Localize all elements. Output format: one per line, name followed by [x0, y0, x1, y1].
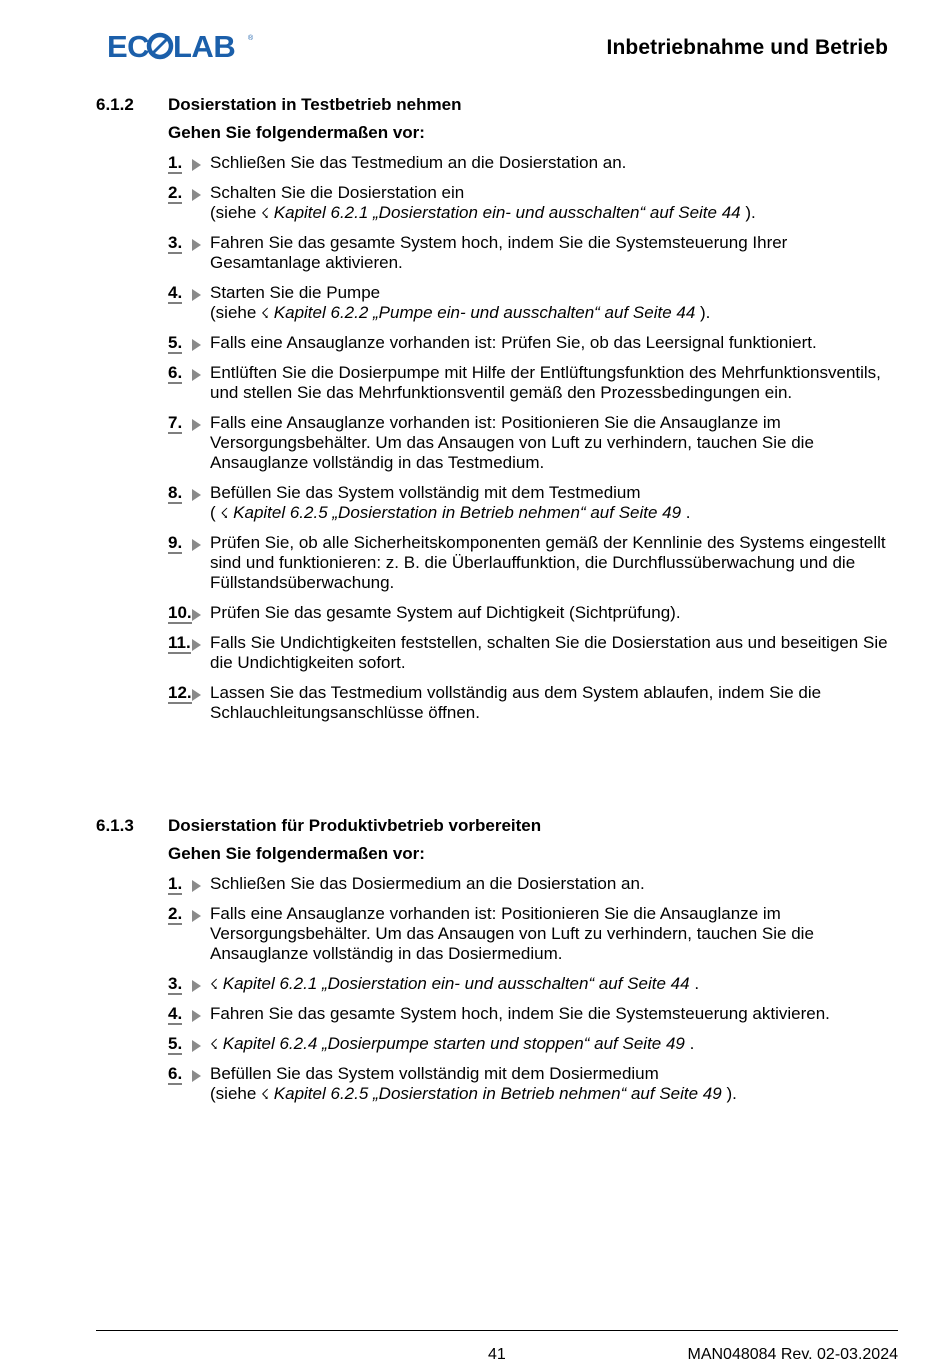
- document-id: MAN048084 Rev. 02-03.2024: [687, 1346, 898, 1363]
- step-arrow-icon: [192, 369, 201, 381]
- step-number: 5.: [168, 333, 183, 352]
- step-arrow-icon: [192, 1010, 201, 1022]
- step-item: [168, 1064, 896, 1104]
- section-intro: Gehen Sie folgendermaßen vor:: [168, 123, 425, 142]
- section-heading: [96, 816, 896, 836]
- step-arrow-icon: [192, 289, 201, 301]
- step-number: 11.: [168, 633, 191, 652]
- step-text: [210, 233, 896, 273]
- step-number: 7.: [168, 413, 183, 432]
- step-number: 9.: [168, 533, 183, 552]
- step-number: 8.: [168, 483, 183, 502]
- step-list: [168, 153, 896, 723]
- step-number: 2.: [168, 904, 183, 923]
- step-text: [210, 1034, 896, 1054]
- step-text-part: ).: [695, 303, 711, 322]
- step-text: [210, 283, 896, 323]
- step-text-part: Schließen Sie das Dosiermedium an die Dosierstation an.: [210, 874, 645, 893]
- step-arrow-icon: [192, 539, 201, 551]
- step-number: 3.: [168, 233, 183, 252]
- step-item: [168, 363, 896, 403]
- ecolab-logo: [107, 30, 255, 62]
- step-number: 4.: [168, 283, 183, 302]
- step-item: [168, 333, 896, 353]
- step-arrow-icon: [192, 880, 201, 892]
- cross-reference-icon: ☇: [210, 1036, 219, 1052]
- step-text-part: Starten Sie die Pumpe: [210, 283, 381, 302]
- step-number: 2.: [168, 183, 183, 202]
- step-arrow-icon: [192, 159, 201, 171]
- step-text: [210, 1004, 896, 1024]
- step-text-part: Prüfen Sie, ob alle Sicherheitskomponenten gemäß der Kennlinie des Systems eingestellt sind und funktionieren: z. B. die Überlauffunktion, die Durchflussüberwachung und die Füllstandsüberwachung.: [210, 533, 886, 592]
- step-item: [168, 1004, 896, 1024]
- step-text-part: Falls eine Ansauglanze vorhanden ist: Positionieren Sie die Ansauglanze im Versorgungsbehälter. Um das Ansaugen von Luft zu verhindern, tauchen Sie die Ansauglanze vollständig in das Testmedium.: [210, 413, 814, 472]
- step-item: [168, 183, 896, 223]
- step-arrow-icon: [192, 1040, 201, 1052]
- step-text: [210, 183, 896, 223]
- step-text-part: Fahren Sie das gesamte System hoch, indem Sie die Systemsteuerung Ihrer Gesamtanlage aktivieren.: [210, 233, 788, 272]
- step-text-part: (siehe: [210, 1084, 262, 1103]
- section-6-1-2: [96, 95, 896, 733]
- step-item: [168, 233, 896, 273]
- step-item: [168, 1034, 896, 1054]
- step-text-part: Befüllen Sie das System vollständig mit dem Testmedium: [210, 483, 641, 502]
- step-text: [210, 603, 896, 623]
- step-item: [168, 874, 896, 894]
- step-text: [210, 333, 896, 353]
- step-text: [210, 874, 896, 894]
- step-item: [168, 283, 896, 323]
- cross-reference-icon: ☇: [210, 976, 219, 992]
- section-intro: Gehen Sie folgendermaßen vor:: [168, 844, 425, 863]
- step-number: 4.: [168, 1004, 183, 1023]
- cross-reference-link[interactable]: Kapitel 6.2.1 „Dosierstation ein- und ausschalten“ auf Seite 44: [269, 203, 741, 222]
- step-arrow-icon: [192, 689, 201, 701]
- step-text: [210, 683, 896, 723]
- step-text-part: ).: [740, 203, 756, 222]
- cross-reference-icon: ☇: [261, 205, 270, 221]
- step-item: [168, 683, 896, 723]
- section-6-1-3: [96, 816, 896, 1114]
- step-item: [168, 633, 896, 673]
- step-text-part: Befüllen Sie das System vollständig mit dem Dosiermedium: [210, 1064, 659, 1083]
- step-item: [168, 904, 896, 964]
- step-item: [168, 153, 896, 173]
- step-text-part: .: [684, 1034, 695, 1053]
- step-number: 12.: [168, 683, 192, 702]
- step-text: [210, 483, 896, 523]
- step-text-part: Prüfen Sie das gesamte System auf Dichtigkeit (Sichtprüfung).: [210, 603, 681, 622]
- section-number: 6.1.3: [96, 816, 134, 835]
- section-number: 6.1.2: [96, 95, 134, 114]
- step-arrow-icon: [192, 1070, 201, 1082]
- step-arrow-icon: [192, 189, 201, 201]
- step-number: 1.: [168, 153, 183, 172]
- step-text-part: Schließen Sie das Testmedium an die Dosierstation an.: [210, 153, 627, 172]
- step-text: [210, 904, 896, 964]
- cross-reference-icon: ☇: [261, 305, 270, 321]
- step-text: [210, 974, 896, 994]
- step-text-part: (siehe: [210, 203, 262, 222]
- step-number: 1.: [168, 874, 183, 893]
- cross-reference-link[interactable]: Kapitel 6.2.4 „Dosierpumpe starten und stoppen“ auf Seite 49: [218, 1034, 685, 1053]
- step-number: 3.: [168, 974, 183, 993]
- section-heading: [96, 95, 896, 115]
- step-text-part: Falls eine Ansauglanze vorhanden ist: Positionieren Sie die Ansauglanze im Versorgungsbehälter. Um das Ansaugen von Luft zu verhindern, tauchen Sie die Ansauglanze vollständig in das Dosiermedium.: [210, 904, 814, 963]
- step-arrow-icon: [192, 910, 201, 922]
- cross-reference-icon: ☇: [261, 1086, 270, 1102]
- cross-reference-icon: ☇: [220, 505, 229, 521]
- step-arrow-icon: [192, 339, 201, 351]
- cross-reference-link[interactable]: Kapitel 6.2.5 „Dosierstation in Betrieb nehmen“ auf Seite 49: [228, 503, 682, 522]
- footer-divider: [96, 1330, 898, 1331]
- step-item: [168, 413, 896, 473]
- step-list: [168, 874, 896, 1104]
- cross-reference-link[interactable]: Kapitel 6.2.5 „Dosierstation in Betrieb nehmen“ auf Seite 49: [269, 1084, 722, 1103]
- step-text-part: Falls Sie Undichtigkeiten feststellen, schalten Sie die Dosierstation aus und beseitigen Sie die Undichtigkeiten sofort.: [210, 633, 888, 672]
- step-arrow-icon: [192, 980, 201, 992]
- step-text-part: Lassen Sie das Testmedium vollständig aus dem System ablaufen, indem Sie die Schlauchleitungsanschlüsse öffnen.: [210, 683, 822, 722]
- step-arrow-icon: [192, 489, 201, 501]
- step-text: [210, 533, 896, 593]
- step-item: [168, 603, 896, 623]
- section-title: Dosierstation für Produktivbetrieb vorbereiten: [168, 816, 542, 835]
- step-arrow-icon: [192, 639, 201, 651]
- step-arrow-icon: [192, 419, 201, 431]
- step-text-part: Fahren Sie das gesamte System hoch, indem Sie die Systemsteuerung aktivieren.: [210, 1004, 830, 1023]
- cross-reference-link[interactable]: Kapitel 6.2.1 „Dosierstation ein- und ausschalten“ auf Seite 44: [218, 974, 690, 993]
- step-item: [168, 483, 896, 523]
- step-text-part: Schalten Sie die Dosierstation ein: [210, 183, 465, 202]
- step-item: [168, 533, 896, 593]
- step-text-part: (: [210, 503, 221, 522]
- step-text: [210, 413, 896, 473]
- step-arrow-icon: [192, 609, 201, 621]
- step-text-part: .: [681, 503, 691, 522]
- step-text-part: Entlüften Sie die Dosierpumpe mit Hilfe der Entlüftungsfunktion des Mehrfunktionsventils, und stellen Sie das Mehrfunktionsventil gemäß den Prozessbedingungen ein.: [210, 363, 881, 402]
- svg-text:®: ®: [248, 35, 254, 42]
- step-number: 5.: [168, 1034, 183, 1053]
- step-number: 6.: [168, 1064, 183, 1083]
- page-number: 41: [488, 1346, 506, 1363]
- step-text-part: .: [689, 974, 700, 993]
- cross-reference-link[interactable]: Kapitel 6.2.2 „Pumpe ein- und ausschalten“ auf Seite 44: [269, 303, 696, 322]
- step-text-part: ).: [721, 1084, 737, 1103]
- step-text-part: Falls eine Ansauglanze vorhanden ist: Prüfen Sie, ob das Leersignal funktioniert.: [210, 333, 817, 352]
- step-arrow-icon: [192, 239, 201, 251]
- step-number: 10.: [168, 603, 192, 622]
- step-text-part: (siehe: [210, 303, 262, 322]
- step-item: [168, 974, 896, 994]
- step-text: [210, 363, 896, 403]
- step-text: [210, 1064, 896, 1104]
- section-title: Dosierstation in Testbetrieb nehmen: [168, 95, 462, 114]
- page-header-title: Inbetriebnahme und Betrieb: [606, 36, 888, 59]
- svg-text:EC: EC: [107, 30, 150, 62]
- step-text: [210, 633, 896, 673]
- step-number: 6.: [168, 363, 183, 382]
- step-text: [210, 153, 896, 173]
- svg-text:LAB: LAB: [173, 30, 236, 62]
